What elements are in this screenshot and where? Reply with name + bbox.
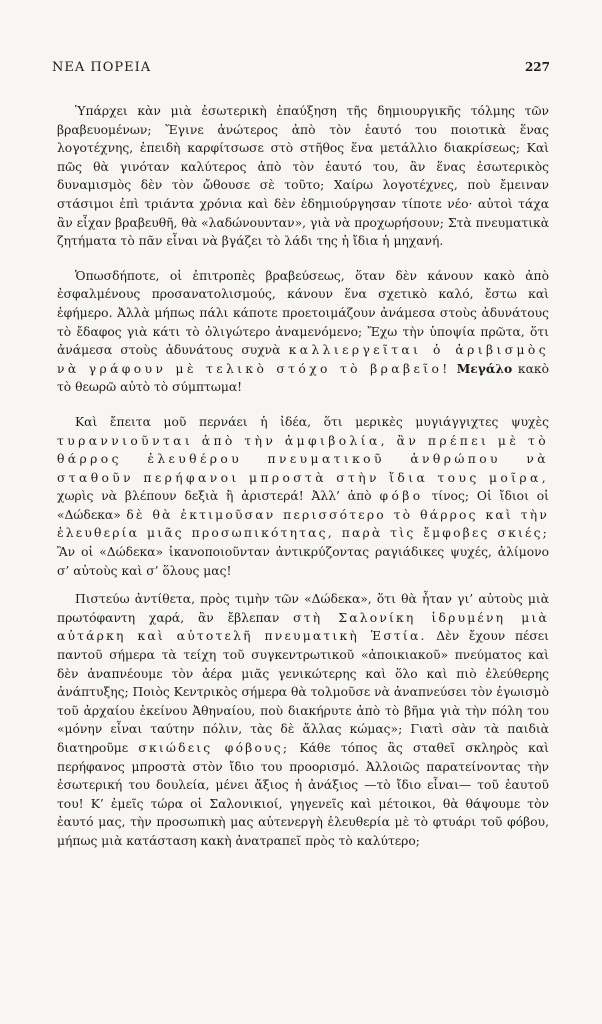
paragraph-4-text-e: Κάθε τόπος ἂς σταθεῖ σκληρὸς καὶ περήφανος μπροστὰ στὸν ἴδιο του προορισμό. Ἀλλοιῶς παρατείνοντας τὴν ἐσωτερική του δουλεία, μένει ἄξιος ἡ ἀνάξιος —τὸ ἴδιο εἶναι— τοῦ ἑαυτοῦ του! Κ’ ἐμεῖς τώρα οἱ Σαλονικιοί, γηγενεῖς καὶ μέτοικοι, θὰ θάψουμε τὸν ἑαυτό μας, τὴν προσωπικὴ μας αὐτενεργὴ ἐλευθερία μὲ τὸ φτυάρι τοῦ φόβου, μήπως μιὰ κατάσταση κακὴ ἀνατραπεῖ πρὸς τὸ καλύτερο; bbox=[57, 741, 549, 848]
paragraph-3-text-e: τίνος; Οἱ ἴδιοι οἱ «Δώδεκα» bbox=[57, 489, 549, 522]
page-header bbox=[52, 60, 550, 80]
paragraph-2-text-d: κακὸ τὸ θεωρῶ αὐτὸ τὸ σύμπτωμα! bbox=[57, 361, 549, 395]
paragraph-3-spaced-text-b: τυραννιοῦνται ἀπὸ τὴν ἀμφιβολία, ἂν πρέπει μὲ τὸ θάρρος ἐλευθέρου πνευματικοῦ ἀνθρώπου νὰ σταθοῦν περήφανοι μπροστὰ στὴν ἴδια τους μοῖρα, bbox=[57, 433, 549, 485]
running-title: ΝΕΑ ΠΟΡΕΙΑ bbox=[52, 60, 152, 75]
paragraph-4 bbox=[57, 590, 549, 850]
paragraph-4-spaced-text-b: στὴ Σαλονίκη ἱδρυμένη μιὰ αὐτάρκη καὶ αὐτοτελῆ πνευματικὴ Ἑστία. bbox=[57, 610, 549, 644]
paragraph-4-text-a: Πιστεύω ἀντίθετα, πρὸς τιμὴν τῶν «Δώδεκα», ὅτι θὰ ἦταν γι’ αὐτοὺς μιὰ πρωτόφαντη χαρά, ἂν ἔβλεπαν bbox=[57, 592, 549, 625]
paragraph-3-text-g: Ἂν οἱ «Δώδεκα» ἱκανοποιοῦνταν ἀντικρύζοντας ραγιάδικες ψυχές, ἀλίμονο σ’ αὐτοὺς καὶ σ’ ὅλους μας! bbox=[57, 545, 549, 578]
paragraph-1: Ὑπάρχει κὰν μιὰ ἐσωτερικὴ ἐπαύξηση τῆς δημιουργικῆς τόλμης τῶν βραβευομένων; Ἔγινε ἀνώτερος ἀπὸ τὸν ἑαυτό του ποιοτικὰ ἕνας λογοτέχνης, ἐπειδὴ καρφίτσωσε στὸ στῆθος ἕνα μετάλλιο διακρίσεως; Καὶ πῶς θὰ γινόταν καλύτερος ἀπὸ τὸν ἑαυτό του, ἂν ἕνας ἐσωτερικὸς δυναμισμὸς δὲν τὸν ὤθουσε σὲ τοῦτο; Χαίρω λογοτέχνες, ποὺ ἔμειναν στάσιμοι ἐπὶ τριάντα χρόνια καὶ δὲν ἐδημιούργησαν τίποτε νέο· αὐτοὶ τάχα ἂν εἶχαν βραβευθῆ, θὰ «λαδώνουνταν», γιὰ νὰ προχωρήσουν; Στὰ πνευματικὰ ζητήματα τὸ πᾶν εἶναι νὰ βγάζει τὸ λάδι της ἡ ἴδια ἡ μηχανή. bbox=[57, 104, 549, 249]
paragraph-3-text-a: Καὶ ἔπειτα μοῦ περνάει ἡ ἰδέα, ὅτι μερικὲς μυγιάγγιχτες ψυχὲς bbox=[75, 414, 549, 429]
paragraph-2-text-a: Ὁπωσδήποτε, οἱ ἐπιτροπὲς βραβεύσεως, ὅταν δὲν κάνουν κακὸ ἀπὸ ἐσφαλμένους προσανατολισμούς, κάνουν ἕνα σχετικὸ καλό, ἔστω καὶ ἐφήμερο. Ἀλλὰ μήπως πάλι κάποτε προετοιμάζουν ἀνάμεσα στοὺς ἀδυνάτους τὸ ἔδαφος γιὰ κάτι τὸ ὀλιγώτερο ἀναμενόμενο; Ἔχω τὴν ὑποψία πρῶτα, ὅτι ἀνάμεσα στοὺς ἀδυνάτους συχνὰ bbox=[57, 268, 549, 358]
paragraph-2 bbox=[57, 267, 549, 397]
paragraph-2-bold-text: Μεγάλο bbox=[450, 360, 513, 376]
paragraph-3-text-c: χωρὶς νὰ βλέπουν δεξιὰ ἢ ἀριστερά! Ἀλλ’ ἀπὸ bbox=[57, 489, 380, 504]
paragraph-3-spaced-text-f: δὲ θὰ ἐκτιμοῦσαν περισσότερο τὸ θάρρος καὶ τὴν ἐλευθερία μιᾶς προσωπικότητας, παρὰ τὶς ἔμφοβες σκιές; bbox=[57, 507, 549, 541]
paragraph-4-spaced-text-d: σκιώδεις φόβους; bbox=[138, 741, 290, 755]
paragraph-2-spaced-text: καλλιεργεῖται ὁ ἀριβισμὸς νὰ γράφουν μὲ τελικὸ στόχο τὸ βραβεῖο! bbox=[57, 343, 549, 376]
paragraph-3 bbox=[57, 413, 549, 580]
article-body bbox=[57, 102, 549, 851]
page-number: 227 bbox=[524, 60, 550, 74]
paragraph-3-spaced-text-d: φόβο bbox=[379, 489, 424, 504]
paragraph-4-text-c: Δὲν ἔχουν πέσει παντοῦ σήμερα τὰ τείχη τοῦ συγκεντρωτικοῦ «ἀποικιακοῦ» πνεύματος καὶ δὲν ἀναπνέουμε τὸν ἀέρα μιᾶς γενικώτερης καὶ ὅλο καὶ πιὸ ἐλεύθερης ἀνάπτυξης; Ποιὸς Κεντρικὸς σήμερα θὰ τολμοῦσε νὰ ἀναπνεύσει τὸν ἐγωισμὸ τοῦ ἀρχαίου ἐκείνου Ἀθηναίου, ποὺ διακήρυτε ἀπὸ τὸ βῆμα γιὰ τὴν πόλη του «μόνην εἶναι ταύτην πόλιν, τὰς δὲ ἄλλας κώμας»; Γιατὶ σὰν τὰ παιδιὰ διατηροῦμε bbox=[57, 629, 550, 755]
